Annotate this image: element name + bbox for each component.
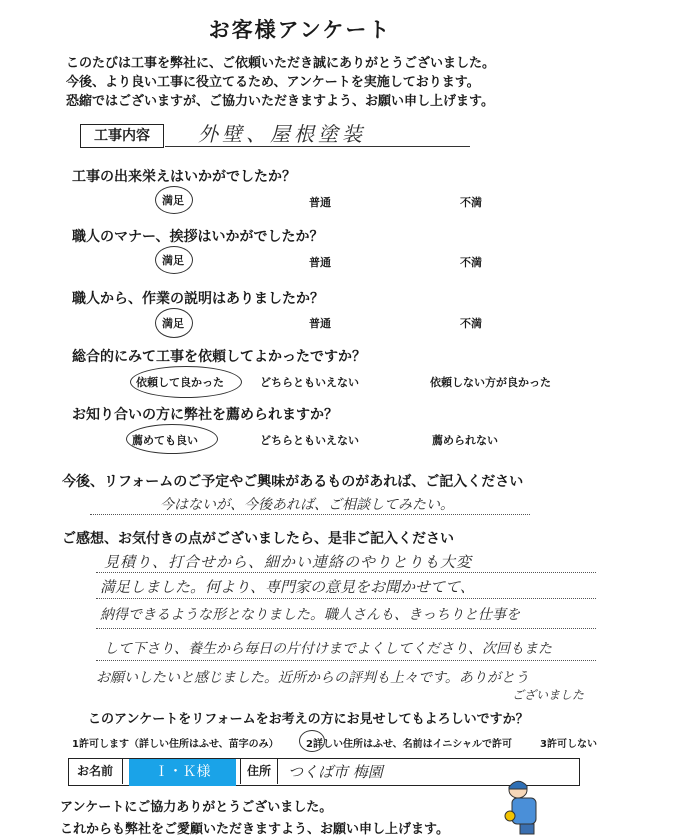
q1-option-1[interactable]: 満足 (162, 194, 184, 207)
q4-option-1[interactable]: 依頼して良かった (136, 376, 224, 389)
comment-line-1[interactable]: 見積り、打合せから、細かい連絡のやりとりも大変 (104, 553, 473, 571)
comment-line-4[interactable]: して下さり、養生から毎日の片付けまでよくしてくださり、次回もまた (104, 641, 552, 657)
comment-rule (96, 598, 596, 599)
question-3: 職人から、作業の説明はありましたか？ (72, 291, 324, 307)
page-title: お客様アンケート (208, 18, 392, 42)
q2-option-2[interactable]: 普通 (309, 256, 331, 269)
share-option-1[interactable]: 1許可します（詳しい住所はふせ、苗字のみ） (72, 739, 279, 750)
share-option-2[interactable]: 2詳しい住所はふせ、名前はイニシャルで許可 (306, 739, 513, 750)
q3-option-1[interactable]: 満足 (162, 317, 184, 330)
reform-question: 今後、リフォームのご予定やご興味があるものがあれば、ご記入ください (62, 474, 524, 490)
comment-line-3[interactable]: 納得できるような形となりました。職人さんも、きっちりと仕事を (100, 607, 520, 623)
reform-answer-line (90, 514, 530, 515)
q1-option-2[interactable]: 普通 (309, 196, 331, 209)
intro-line-2: 今後、より良い工事に役立てるため、アンケートを実施しております。 (66, 75, 480, 90)
q3-option-2[interactable]: 普通 (309, 317, 331, 330)
comments-question: ご感想、お気付きの点がございましたら、是非ご記入ください (62, 531, 454, 547)
bowing-worker-illustration (496, 776, 556, 836)
question-5: お知り合いの方に弊社を薦められますか？ (72, 407, 338, 423)
q2-option-3[interactable]: 不満 (460, 256, 482, 269)
q5-option-2[interactable]: どちらともいえない (260, 434, 359, 447)
comment-line-6[interactable]: ございました (512, 688, 585, 702)
footer-line-1: アンケートにご協力ありがとうございました。 (60, 800, 333, 815)
question-1: 工事の出来栄えはいかがでしたか？ (72, 169, 296, 185)
work-content-underline (165, 146, 470, 147)
comment-rule (96, 628, 596, 629)
footer-line-2: これからも弊社をご愛顧いただきますよう、お願い申し上げます。 (60, 822, 449, 837)
q1-option-3[interactable]: 不満 (460, 196, 482, 209)
intro-line-1: このたびは工事を弊社に、ご依頼いただき誠にありがとうございました。 (66, 56, 496, 71)
comment-line-5[interactable]: お願いしたいと感じました。近所からの評判も上々です。ありがとう (96, 670, 529, 686)
question-2: 職人のマナー、挨拶はいかがでしたか？ (72, 229, 324, 245)
comment-line-2[interactable]: 満足しました。何より、専門家の意見をお聞かせてて、 (100, 578, 475, 596)
q2-option-1[interactable]: 満足 (162, 254, 184, 267)
comment-rule (96, 572, 596, 573)
comment-rule (96, 660, 596, 661)
work-content-label: 工事内容 (80, 124, 164, 148)
share-question: このアンケートをリフォームをお考えの方にお見せしてもよろしいですか？ (88, 712, 529, 727)
q4-option-2[interactable]: どちらともいえない (260, 376, 359, 389)
q4-option-3[interactable]: 依頼しない方が良かった (430, 376, 551, 389)
name-value[interactable]: Ｉ・Ｋ様 (129, 759, 236, 786)
intro-line-3: 恐縮ではございますが、ご協力いただきますよう、お願い申し上げます。 (66, 94, 494, 109)
name-label: お名前 (68, 758, 123, 784)
q5-option-1[interactable]: 薦めても良い (132, 434, 198, 447)
share-option-3[interactable]: 3許可しない (540, 739, 597, 750)
q5-option-3[interactable]: 薦められない (432, 434, 498, 447)
reform-answer[interactable]: 今はないが、今後あれば、ご相談してみたい。 (160, 497, 454, 513)
question-4: 総合的にみて工事を依頼してよかったですか？ (72, 349, 366, 365)
work-content-value: 外壁、屋根塗装 (198, 122, 366, 146)
address-label: 住所 (240, 758, 278, 784)
address-value[interactable]: つくば市 梅園 (288, 763, 383, 781)
q3-option-3[interactable]: 不満 (460, 317, 482, 330)
